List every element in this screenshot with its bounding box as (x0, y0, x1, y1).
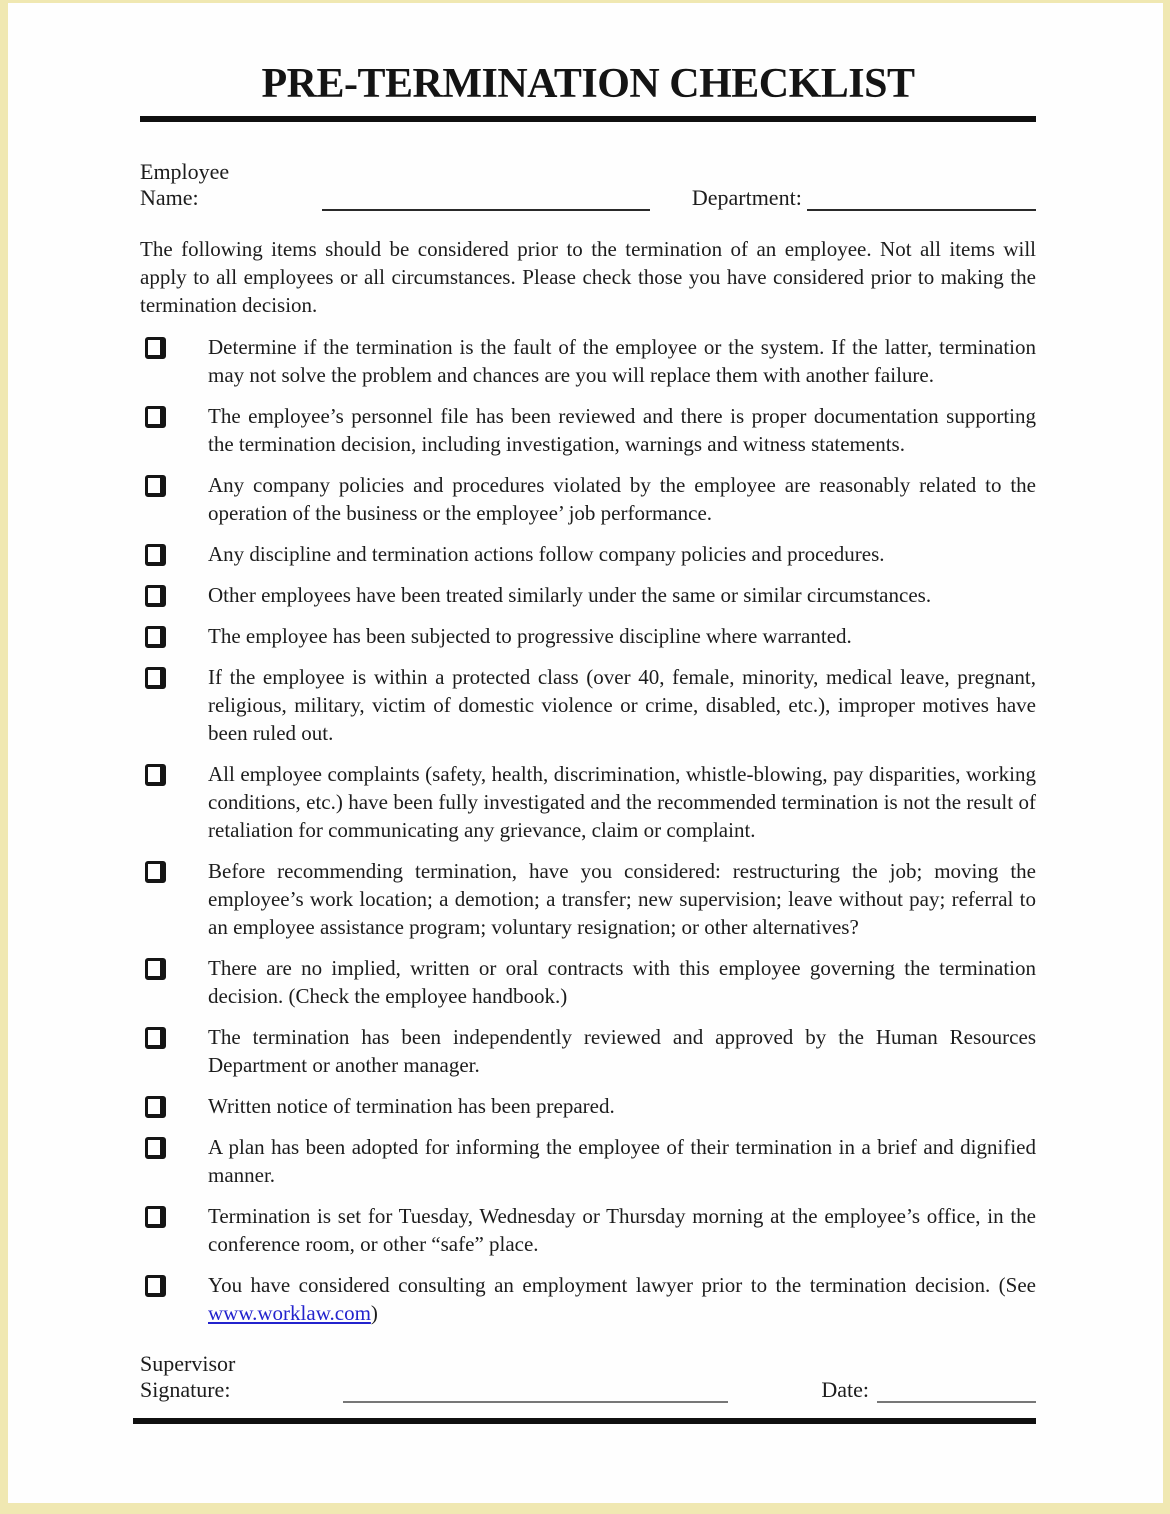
document-page (8, 3, 1163, 1503)
checkbox-icon[interactable] (145, 626, 166, 648)
checkbox-icon[interactable] (145, 1027, 166, 1049)
checkbox-icon[interactable] (145, 764, 166, 786)
checklist-item-text: There are no implied, written or oral contracts with this employee governing the termination decision. (Check the employee handbook.) (208, 956, 1036, 1008)
checklist-item (140, 471, 1036, 527)
worklaw-link[interactable]: www.worklaw.com (208, 1301, 371, 1325)
checklist-item-text: Written notice of termination has been prepared. (208, 1094, 615, 1118)
checklist-item (140, 954, 1036, 1010)
checklist-item (140, 402, 1036, 458)
checklist-item-text: A plan has been adopted for informing the employee of their termination in a brief and dignified manner. (208, 1135, 1036, 1187)
checklist-item-text: The termination has been independently reviewed and approved by the Human Resources Department or another manager. (208, 1025, 1036, 1077)
department-input[interactable] (807, 187, 1036, 211)
department-label: Department: (691, 185, 802, 210)
checklist-item (140, 622, 1036, 650)
document-content (8, 61, 1163, 1403)
checklist-item-text: The employee’s personnel file has been reviewed and there is proper documentation supporting the termination decision, including investigation, warnings and witness statements. (208, 404, 1036, 456)
checklist-item (140, 1133, 1036, 1189)
checklist-item (140, 581, 1036, 609)
checklist-item (140, 663, 1036, 747)
checkbox-icon[interactable] (145, 1096, 166, 1118)
checkbox-icon[interactable] (145, 1206, 166, 1228)
checklist-item (140, 333, 1036, 389)
checkbox-icon[interactable] (145, 1137, 166, 1159)
checkbox-icon[interactable] (145, 585, 166, 607)
checklist-item-text: Other employees have been treated similarly under the same or similar circumstances. (208, 583, 932, 607)
checklist-item-text: All employee complaints (safety, health, discrimination, whistle-blowing, pay disparities, working conditions, etc.) have been fully investigated and the recommended termination is not the result of retaliation for communicating any grievance, claim or complaint. (208, 762, 1036, 842)
date-label: Date: (821, 1377, 869, 1402)
checkbox-icon[interactable] (145, 958, 166, 980)
checklist-item (140, 1023, 1036, 1079)
employee-name-label: Employee Name: (140, 159, 230, 210)
checklist-item (140, 760, 1036, 844)
checklist-item-text: Any discipline and termination actions follow company policies and procedures. (208, 542, 885, 566)
checklist-item-text: Before recommending termination, have you considered: restructuring the job; moving the employee’s work location; a demotion; a transfer; new supervision; leave without pay; referral to an employee assistance program; voluntary resignation; or other alternatives? (208, 859, 1036, 939)
employee-name-input[interactable] (322, 187, 650, 211)
page-title: PRE-TERMINATION CHECKLIST (261, 61, 915, 107)
checkbox-icon[interactable] (145, 544, 166, 566)
checklist-item-text: Termination is set for Tuesday, Wednesday or Thursday morning at the employee’s office, in the conference room, or other “safe” place. (208, 1204, 1036, 1256)
checklist-item (140, 1271, 1036, 1327)
checkbox-icon[interactable] (145, 667, 166, 689)
checklist (140, 333, 1036, 1327)
checkbox-icon[interactable] (145, 337, 166, 359)
checklist-item-text: Any company policies and procedures violated by the employee are reasonably related to the operation of the business or the employee’ job performance. (208, 473, 1036, 525)
checklist-item-text: If the employee is within a protected class (over 40, female, minority, medical leave, pregnant, religious, military, victim of domestic violence or crime, disabled, etc.), improper motives have been ruled out. (208, 665, 1036, 745)
checklist-item (140, 540, 1036, 568)
title-rule (140, 116, 1036, 122)
intro-paragraph: The following items should be considered prior to the termination of an employee. Not all items will apply to all employees or all circumstances. Please check those you have considered prior to making the termination decision. (140, 237, 1036, 317)
checklist-item (140, 1202, 1036, 1258)
checklist-item (140, 857, 1036, 941)
date-input[interactable] (877, 1379, 1036, 1403)
checklist-item-text: You have considered consulting an employment lawyer prior to the termination decision. (See www.worklaw.com) (208, 1273, 1036, 1325)
supervisor-signature-label: Supervisor Signature: (140, 1351, 236, 1402)
checkbox-icon[interactable] (145, 475, 166, 497)
checkbox-icon[interactable] (145, 1275, 166, 1297)
checkbox-icon[interactable] (145, 861, 166, 883)
checklist-item (140, 1092, 1036, 1120)
bottom-rule (133, 1418, 1036, 1424)
signature-row (140, 1351, 1036, 1403)
checklist-item-text: The employee has been subjected to progressive discipline where warranted. (208, 624, 852, 648)
checkbox-icon[interactable] (145, 406, 166, 428)
supervisor-signature-input[interactable] (343, 1379, 728, 1403)
checklist-item-text: Determine if the termination is the fault of the employee or the system. If the latter, termination may not solve the problem and chances are you will replace them with another failure. (208, 335, 1036, 387)
header-fields-row (140, 159, 1036, 211)
